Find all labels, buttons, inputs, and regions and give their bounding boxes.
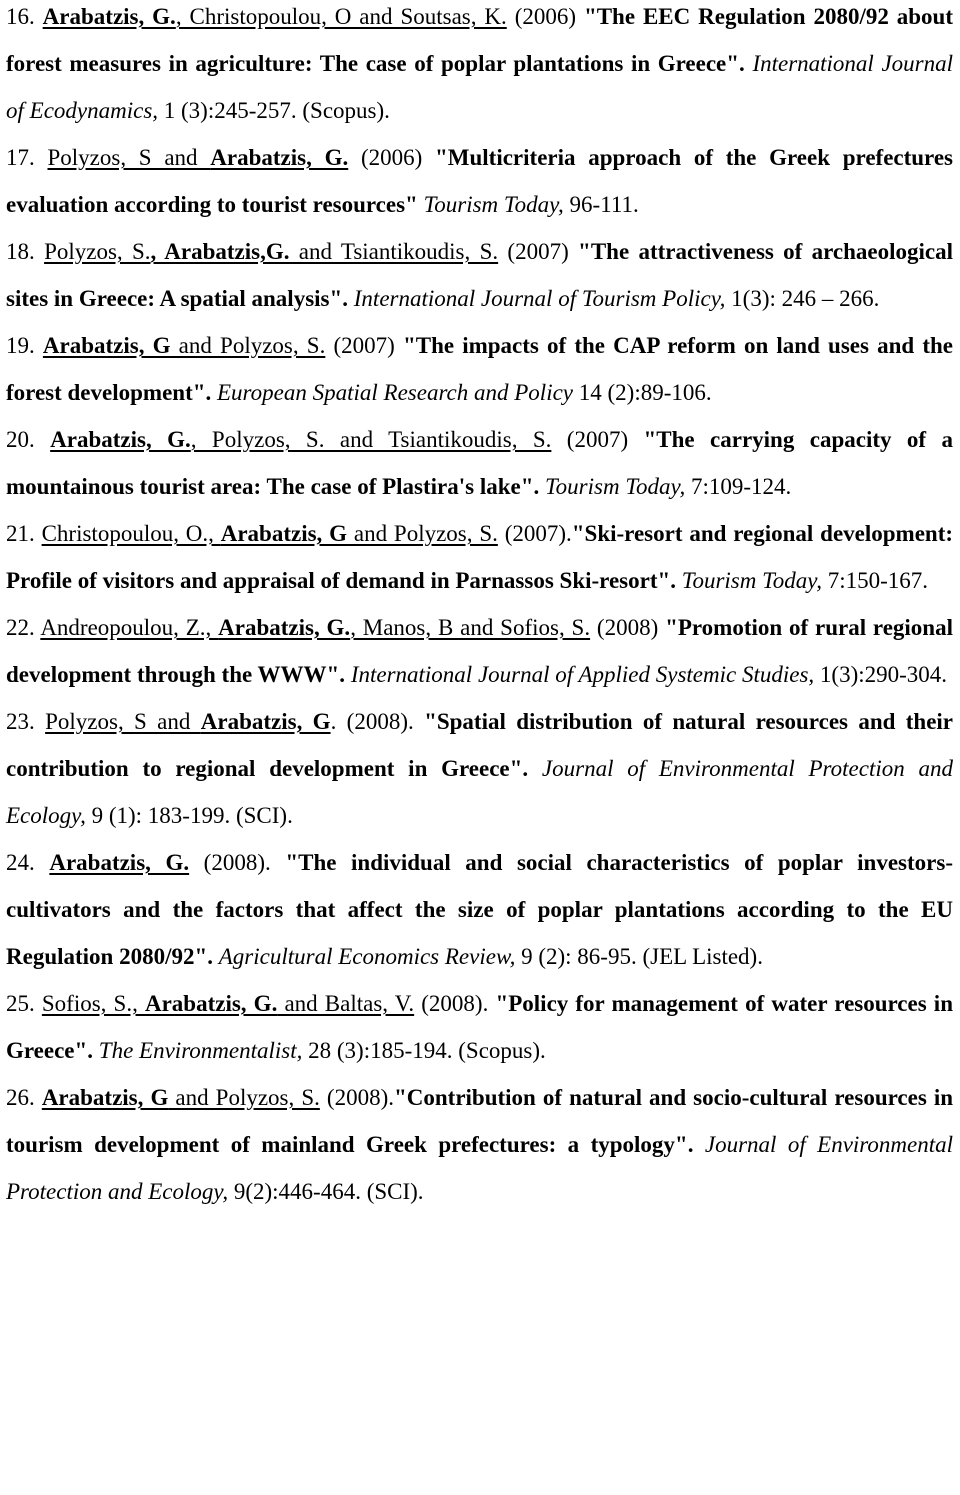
reference-text: 9 (2): 86-95. (JEL Listed). — [515, 944, 763, 969]
reference-text: (2008) — [590, 615, 666, 640]
reference-journal: Journal of Environmental Protection and Ecology, — [6, 1132, 953, 1204]
reference-authors: Polyzos, S and — [47, 145, 211, 170]
reference-authors: Arabatzis, G — [220, 521, 348, 546]
reference-entry — [6, 416, 953, 510]
reference-entry — [6, 510, 953, 604]
reference-number: 18. — [6, 239, 45, 264]
reference-authors: Arabatzis, G — [42, 333, 171, 358]
reference-journal: Agricultural Economics Review, — [218, 944, 516, 969]
reference-text: (2008). — [414, 991, 496, 1016]
reference-text — [693, 1132, 704, 1157]
reference-number: 17. — [6, 145, 48, 170]
reference-text: . (2008). — [330, 709, 425, 734]
reference-authors: Arabatzis, G. — [50, 427, 191, 452]
reference-text: (2007). — [497, 521, 572, 546]
reference-entry — [6, 322, 953, 416]
reference-text: 28 (3):185-194. (Scopus). — [302, 1038, 546, 1063]
reference-text: 9(2):446-464. (SCI). — [228, 1179, 424, 1204]
reference-title: "The impacts of the CAP reform on land uses and the forest development". — [6, 333, 953, 405]
reference-journal: Tourism Today, — [681, 568, 822, 593]
reference-authors: Arabatzis, G. — [49, 850, 190, 875]
reference-entry — [6, 980, 953, 1074]
reference-text: (2006) — [506, 4, 584, 29]
reference-authors: , Polyzos, S. and Tsiantikoudis, S. — [190, 427, 552, 452]
reference-journal: Tourism Today, — [423, 192, 564, 217]
reference-authors: Arabatzis, G — [41, 1085, 169, 1110]
reference-number: 21. — [6, 521, 42, 546]
reference-title: "The attractiveness of archaeological sites in Greece: A spatial analysis". — [6, 239, 953, 311]
reference-authors: Arabatzis, G — [200, 709, 331, 734]
reference-text: 14 (2):89-106. — [573, 380, 712, 405]
reference-text: (2008). — [319, 1085, 394, 1110]
reference-authors: Polyzos, S and — [45, 709, 201, 734]
reference-text: 1(3):290-304. — [814, 662, 948, 687]
reference-entry — [6, 1074, 953, 1215]
reference-number: 22. — [6, 615, 41, 640]
reference-authors: and Polyzos, S. — [347, 521, 498, 546]
reference-authors: and Polyzos, S. — [168, 1085, 320, 1110]
reference-text: (2007) — [325, 333, 403, 358]
reference-number: 20. — [6, 427, 51, 452]
reference-number: 23. — [6, 709, 46, 734]
reference-text: 7:109-124. — [685, 474, 792, 499]
reference-authors: Arabatzis, G. — [42, 4, 176, 29]
reference-number: 24. — [6, 850, 50, 875]
reference-entry — [6, 698, 953, 839]
reference-entry — [6, 228, 953, 322]
reference-entry — [6, 839, 953, 980]
reference-authors: and Baltas, V. — [277, 991, 415, 1016]
reference-title: "Multicriteria approach of the Greek prefectures evaluation according to tourist resources" — [6, 145, 954, 217]
reference-journal: Tourism Today, — [545, 474, 686, 499]
reference-authors: Arabatzis, G. — [144, 991, 278, 1016]
reference-authors: Arabatzis, G. — [210, 145, 349, 170]
reference-title: "Policy for management of water resources in Greece". — [6, 991, 953, 1063]
reference-journal: European Spatial Research and Policy — [217, 380, 573, 405]
reference-text: 9 (1): 183-199. (SCI). — [85, 803, 293, 828]
reference-text: (2007) — [551, 427, 644, 452]
reference-title: "Ski-resort and regional development: Profile of visitors and appraisal of demand in Parnassos Ski-resort". — [6, 521, 954, 593]
reference-journal: Journal of Environmental Protection and Ecology, — [6, 756, 953, 828]
reference-title: "The EEC Regulation 2080/92 about forest measures in agriculture: The case of poplar plantations in Greece". — [6, 4, 953, 76]
reference-authors: and Polyzos, S. — [170, 333, 326, 358]
reference-number: 16. — [6, 4, 43, 29]
reference-authors: Christopoulou, O., — [41, 521, 221, 546]
reference-authors: Polyzos, S. — [44, 239, 151, 264]
reference-title: "Contribution of natural and socio-cultural resources in tourism development of mainland Greek prefectures: a typology". — [6, 1085, 954, 1157]
reference-title: "Promotion of rural regional development through the WWW". — [6, 615, 953, 687]
reference-journal: International Journal of Applied Systemic Studies, — [350, 662, 815, 687]
reference-text: (2006) — [348, 145, 436, 170]
reference-title: "The carrying capacity of a mountainous tourist area: The case of Plastira's lake". — [6, 427, 953, 499]
reference-authors: Sofios, S., — [41, 991, 145, 1016]
reference-authors: and Tsiantikoudis, S. — [289, 239, 499, 264]
reference-text: 1 (3):245-257. (Scopus). — [158, 98, 390, 123]
reference-number: 19. — [6, 333, 43, 358]
reference-entry — [6, 134, 953, 228]
reference-journal: International Journal of Ecodynamics, — [6, 51, 953, 123]
reference-text: (2007) — [498, 239, 579, 264]
reference-journal: The Environmentalist, — [98, 1038, 303, 1063]
reference-authors: , Christopoulou, O and Soutsas, K. — [175, 4, 507, 29]
reference-title: "The individual and social characteristics of poplar investors-cultivators and the factors that affect the size of poplar plantations according to the EU Regulation 2080/92". — [6, 850, 953, 969]
reference-authors: , Manos, B and Sofios, S. — [350, 615, 591, 640]
reference-text: (2008). — [189, 850, 286, 875]
reference-number: 26. — [6, 1085, 42, 1110]
reference-text — [528, 756, 542, 781]
reference-number: 25. — [6, 991, 42, 1016]
reference-title: "Spatial distribution of natural resources and their contribution to regional development in Greece". — [6, 709, 954, 781]
reference-text: 7:150-167. — [821, 568, 929, 593]
reference-entry — [6, 0, 953, 134]
reference-entry — [6, 604, 953, 698]
reference-text: 1(3): 246 – 266. — [725, 286, 880, 311]
reference-authors: Arabatzis, G. — [218, 615, 351, 640]
reference-authors: , Arabatzis,G. — [150, 239, 290, 264]
reference-text: 96-111. — [563, 192, 639, 217]
reference-journal: International Journal of Tourism Policy, — [353, 286, 726, 311]
reference-authors: Andreopoulou, Z., — [40, 615, 219, 640]
